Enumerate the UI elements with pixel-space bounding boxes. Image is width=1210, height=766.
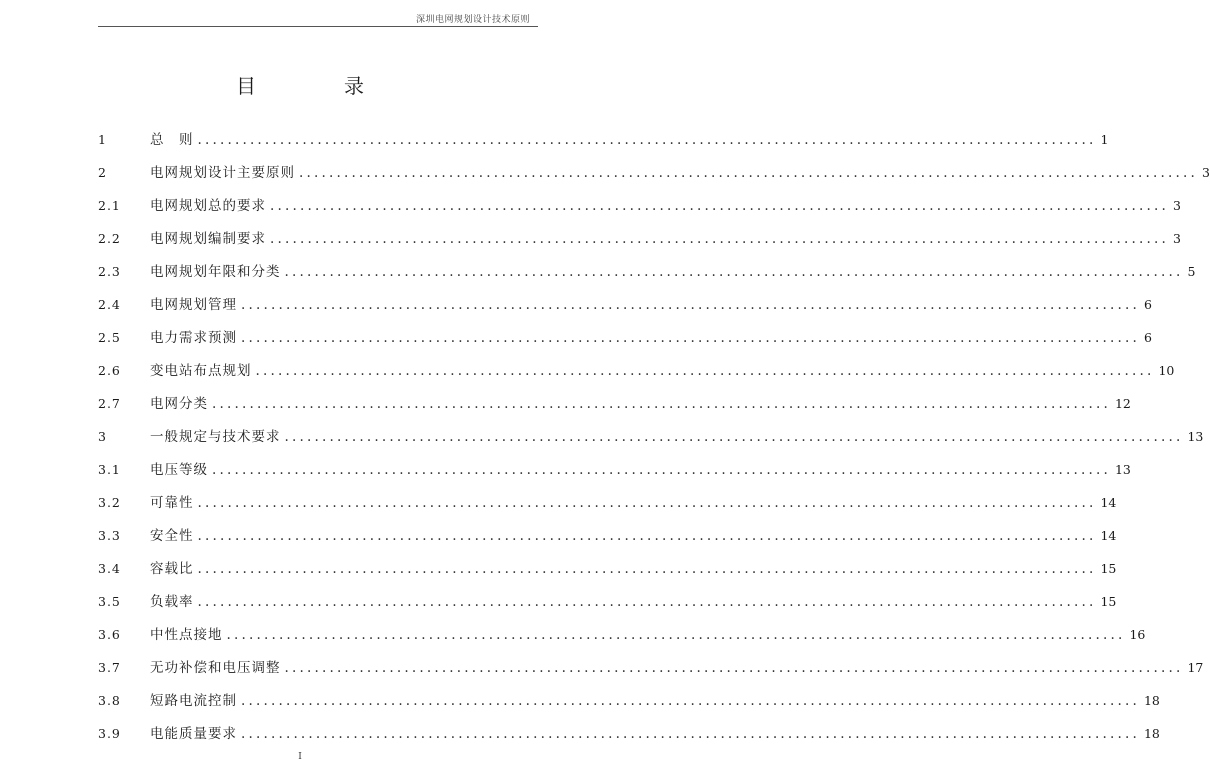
toc-entry-number: 3.2 bbox=[98, 495, 121, 510]
toc-entry[interactable] bbox=[98, 590, 1117, 623]
toc-entry-page: 15 bbox=[1100, 594, 1117, 609]
toc-entry-title: 电网规划管理 bbox=[150, 297, 237, 313]
toc-entry[interactable] bbox=[98, 425, 1204, 458]
toc-entry[interactable] bbox=[98, 656, 1204, 689]
toc-leader-dots: ........................................................................................................................ bbox=[241, 297, 1140, 313]
toc-entry[interactable] bbox=[98, 524, 1117, 557]
toc-entry-title: 可靠性 bbox=[150, 495, 194, 511]
toc-entry-title: 电网分类 bbox=[150, 396, 208, 412]
toc-entry[interactable] bbox=[98, 227, 1181, 260]
toc-leader-dots: ........................................................................................................................ bbox=[284, 429, 1184, 445]
toc-leader-dots: ........................................................................................................................ bbox=[212, 462, 1111, 478]
toc-entry-title: 电网规划年限和分类 bbox=[150, 264, 281, 280]
toc-entry-number: 2.5 bbox=[98, 330, 121, 345]
toc-entry-number: 2.1 bbox=[98, 198, 121, 213]
toc-entry[interactable] bbox=[98, 326, 1152, 359]
toc-leader-dots: ........................................................................................................................ bbox=[241, 693, 1140, 709]
toc-leader-dots: ........................................................................................................................ bbox=[197, 594, 1097, 610]
toc-entry[interactable] bbox=[98, 161, 1210, 194]
toc-entry-title: 一般规定与技术要求 bbox=[150, 429, 281, 445]
toc-entry-title: 电网规划总的要求 bbox=[150, 198, 266, 214]
toc-entry-title: 容载比 bbox=[150, 561, 194, 577]
toc-entry-number: 3.6 bbox=[98, 627, 121, 642]
toc-entry-page: 18 bbox=[1143, 693, 1160, 708]
toc-entry-number: 3.5 bbox=[98, 594, 121, 609]
toc-entry-number: 3.4 bbox=[98, 561, 121, 576]
toc-entry-number: 2 bbox=[98, 165, 107, 180]
toc-entry[interactable] bbox=[98, 392, 1131, 425]
toc-entry-number: 2.7 bbox=[98, 396, 121, 411]
toc-entry-number: 1 bbox=[98, 132, 107, 147]
toc-entry[interactable] bbox=[98, 128, 1109, 161]
toc-entry-title: 无功补偿和电压调整 bbox=[150, 660, 281, 676]
header-rule bbox=[98, 26, 538, 27]
toc-entry-title: 电压等级 bbox=[150, 462, 208, 478]
toc-entry[interactable] bbox=[98, 293, 1152, 326]
toc-entry-page: 3 bbox=[1172, 198, 1181, 213]
page-number: I bbox=[298, 752, 302, 762]
toc-entry-number: 3.8 bbox=[98, 693, 121, 708]
toc-leader-dots: ........................................................................................................................ bbox=[284, 660, 1184, 676]
toc-entry-number: 3.3 bbox=[98, 528, 121, 543]
toc-leader-dots: ........................................................................................................................ bbox=[197, 528, 1097, 544]
toc-leader-dots: ........................................................................................................................ bbox=[226, 627, 1126, 643]
toc-entry-page: 6 bbox=[1143, 297, 1152, 312]
toc-entry-number: 3.9 bbox=[98, 726, 121, 741]
toc-entry-title: 负载率 bbox=[150, 594, 194, 610]
toc-entry[interactable] bbox=[98, 623, 1146, 656]
toc-entry-page: 13 bbox=[1187, 429, 1204, 444]
toc-entry-page: 16 bbox=[1129, 627, 1146, 642]
toc-entry-page: 3 bbox=[1172, 231, 1181, 246]
toc-entry-number: 2.3 bbox=[98, 264, 121, 279]
toc-entry-number: 2.2 bbox=[98, 231, 121, 246]
toc-entry-page: 17 bbox=[1187, 660, 1204, 675]
toc-entry-title: 电网规划设计主要原则 bbox=[150, 165, 295, 181]
toc-leader-dots: ........................................................................................................................ bbox=[284, 264, 1184, 280]
toc-entry-title: 变电站布点规划 bbox=[150, 363, 252, 379]
toc-leader-dots: ........................................................................................................................ bbox=[197, 132, 1097, 148]
toc-entry[interactable] bbox=[98, 458, 1131, 491]
toc-entry-page: 10 bbox=[1158, 363, 1175, 378]
toc-entry[interactable] bbox=[98, 491, 1117, 524]
toc-entry-title: 短路电流控制 bbox=[150, 693, 237, 709]
toc-leader-dots: ........................................................................................................................ bbox=[212, 396, 1111, 412]
toc-entry-title: 中性点接地 bbox=[150, 627, 223, 643]
toc-entry[interactable] bbox=[98, 359, 1175, 392]
toc-leader-dots: ........................................................................................................................ bbox=[197, 495, 1097, 511]
toc-entry[interactable] bbox=[98, 722, 1160, 755]
toc-entry-number: 3.7 bbox=[98, 660, 121, 675]
toc-leader-dots: ........................................................................................................................ bbox=[241, 726, 1140, 742]
toc-entry-number: 2.4 bbox=[98, 297, 121, 312]
running-header: 深圳电网规划设计技术原则 bbox=[415, 15, 530, 25]
toc-leader-dots: ........................................................................................................................ bbox=[270, 231, 1169, 247]
page-title: 目 录 bbox=[236, 74, 398, 98]
toc-entry-page: 1 bbox=[1100, 132, 1109, 147]
toc-entry-page: 5 bbox=[1187, 264, 1196, 279]
toc-entry[interactable] bbox=[98, 260, 1196, 293]
toc-entry-title: 电力需求预测 bbox=[150, 330, 237, 346]
toc-leader-dots: ........................................................................................................................ bbox=[241, 330, 1140, 346]
toc-entry-number: 3 bbox=[98, 429, 107, 444]
toc-entry-title: 电网规划编制要求 bbox=[150, 231, 266, 247]
toc-entry-page: 12 bbox=[1114, 396, 1131, 411]
toc-entry[interactable] bbox=[98, 194, 1181, 227]
toc-entry[interactable] bbox=[98, 689, 1160, 722]
toc-leader-dots: ........................................................................................................................ bbox=[270, 198, 1169, 214]
toc-entry-number: 2.6 bbox=[98, 363, 121, 378]
toc-entry-page: 18 bbox=[1143, 726, 1160, 741]
toc-entry-title: 电能质量要求 bbox=[150, 726, 237, 742]
toc-entry-page: 3 bbox=[1201, 165, 1210, 180]
toc-entry-page: 15 bbox=[1100, 561, 1117, 576]
toc-leader-dots: ........................................................................................................................ bbox=[255, 363, 1155, 379]
toc-entry-page: 14 bbox=[1100, 528, 1117, 543]
toc-leader-dots: ........................................................................................................................ bbox=[197, 561, 1097, 577]
toc-entry-title: 安全性 bbox=[150, 528, 194, 544]
toc-entry-page: 13 bbox=[1114, 462, 1131, 477]
toc-entry-title: 总 则 bbox=[150, 132, 194, 148]
toc-leader-dots: ........................................................................................................................ bbox=[299, 165, 1198, 181]
table-of-contents bbox=[98, 128, 1210, 755]
toc-entry-page: 6 bbox=[1143, 330, 1152, 345]
toc-entry[interactable] bbox=[98, 557, 1117, 590]
toc-entry-page: 14 bbox=[1100, 495, 1117, 510]
toc-entry-number: 3.1 bbox=[98, 462, 121, 477]
